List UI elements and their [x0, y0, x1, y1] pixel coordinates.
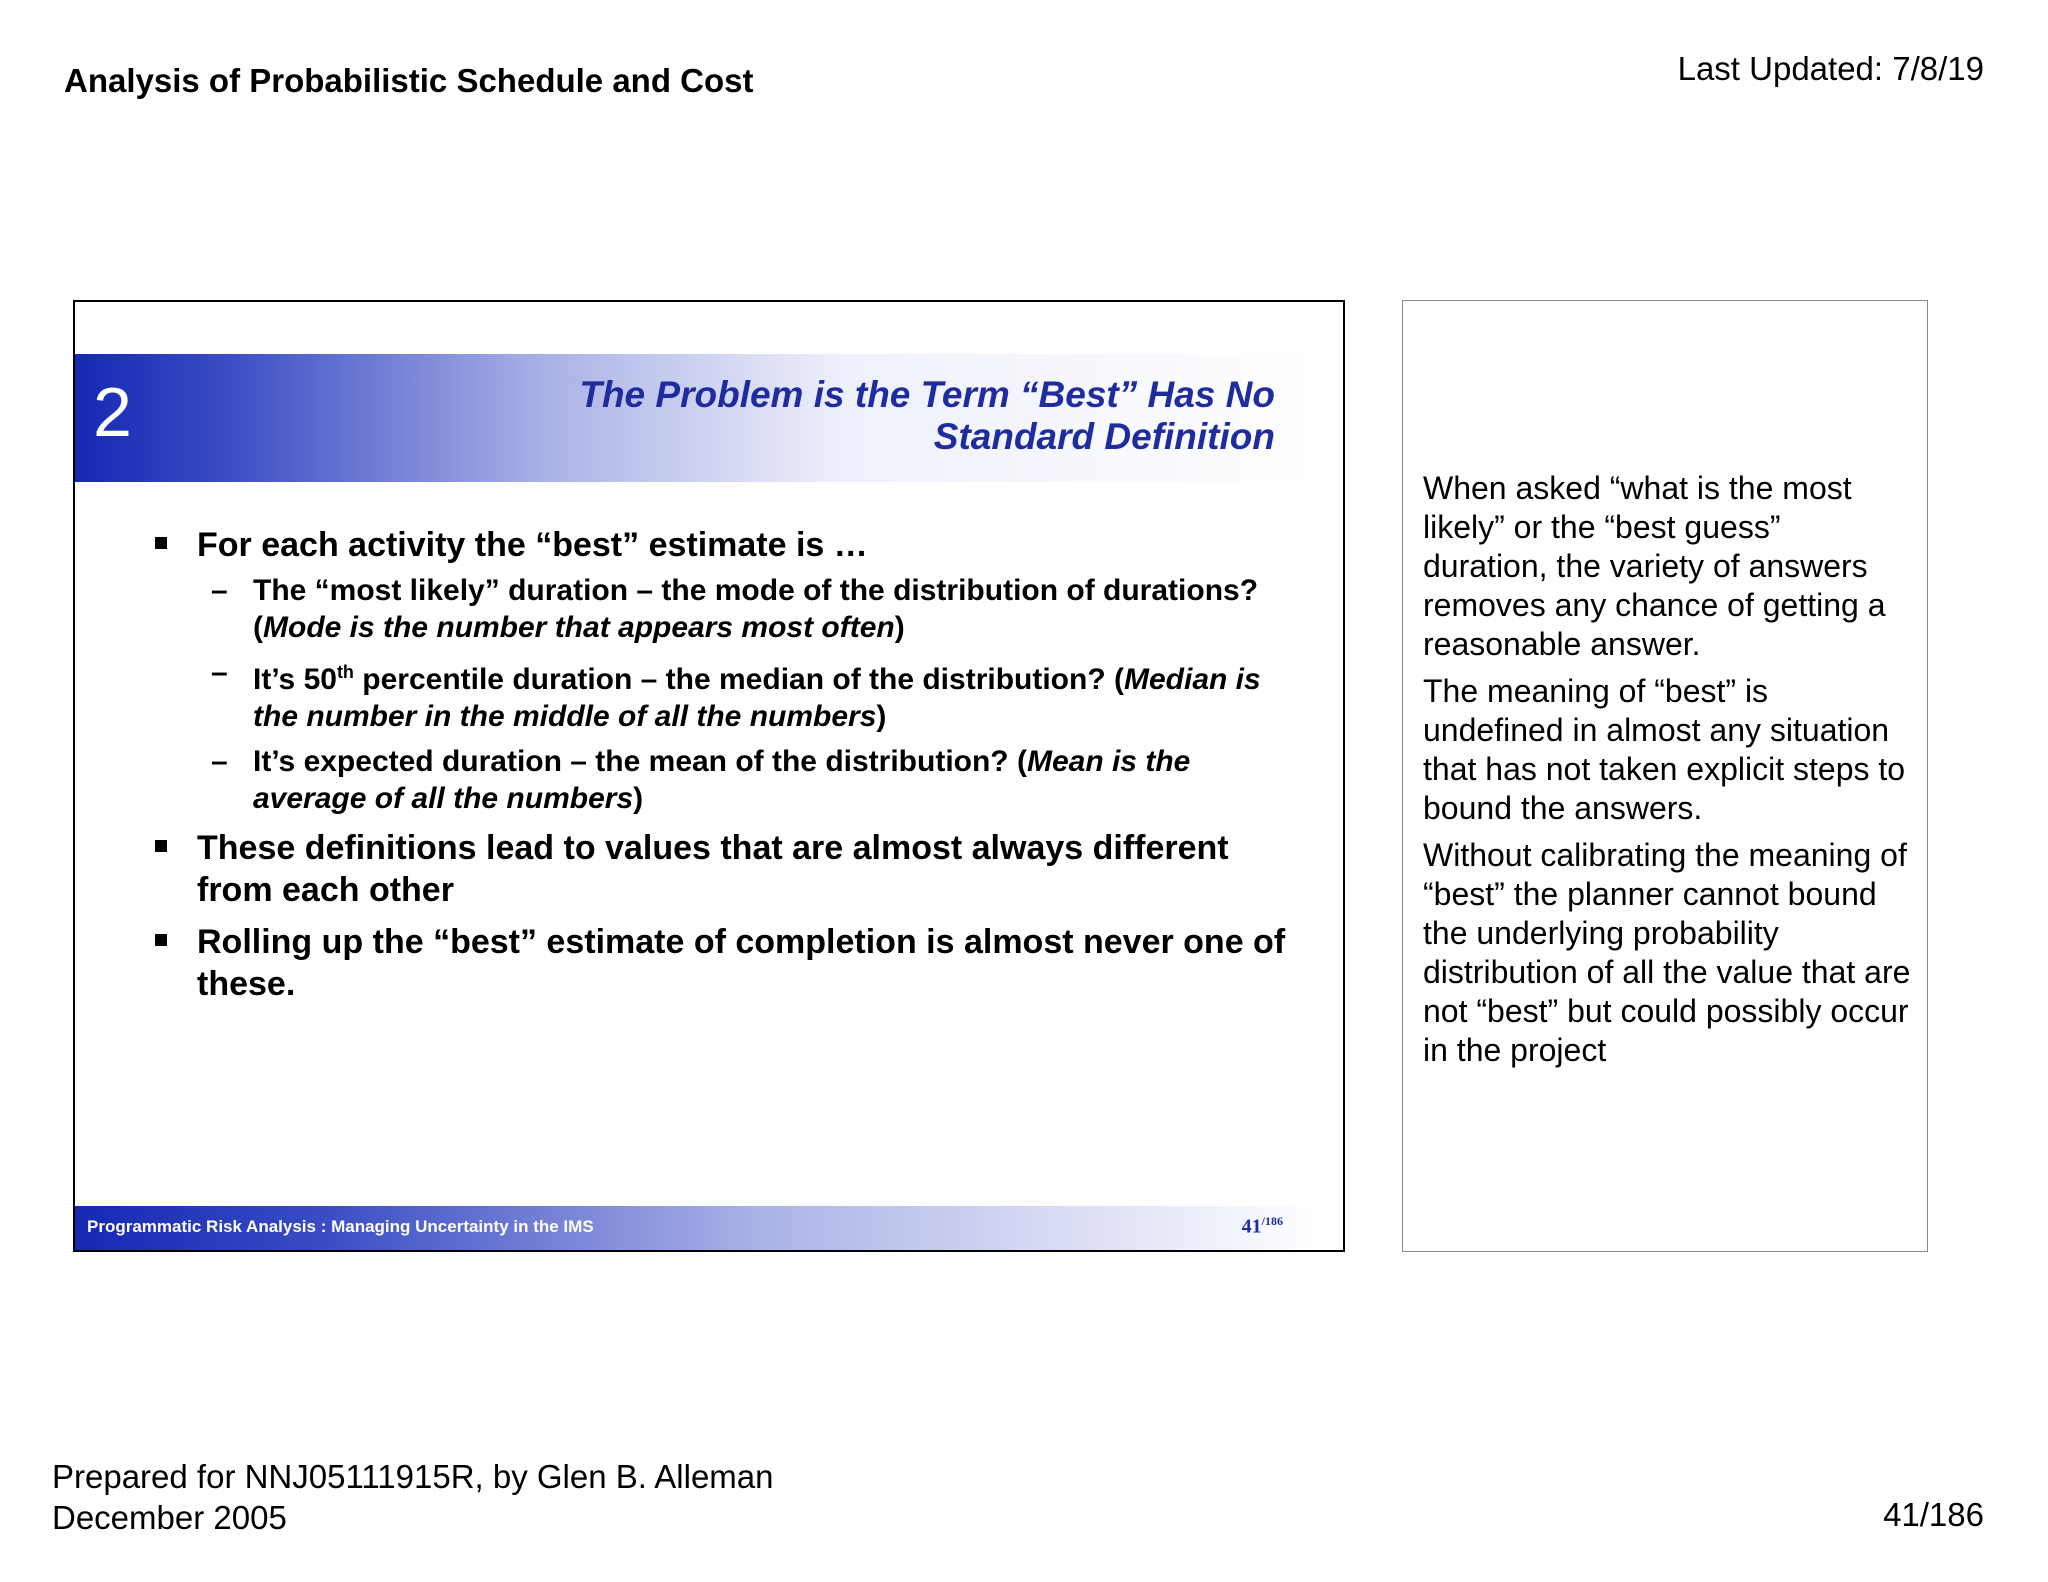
- bullet-text: Rolling up the “best” estimate of completion is almost never one of these.: [197, 923, 1286, 1003]
- bullet-item: [151, 827, 1311, 911]
- sub-bullet-end: ): [894, 611, 905, 644]
- page-number: 41/186: [1883, 1496, 1984, 1533]
- slide-page-total: /186: [1261, 1214, 1283, 1228]
- sub-bullet-text: The “most likely” duration – the mode of the distribution of durations? (: [253, 574, 1259, 644]
- slide-image: [73, 300, 1345, 1252]
- sub-bullet-superscript: th: [336, 662, 354, 682]
- sub-bullet-item: [197, 572, 1311, 646]
- sub-bullet-item: [197, 654, 1311, 735]
- bullet-item: [151, 921, 1311, 1005]
- sub-bullet-italic: Mode is the number that appears most often: [263, 611, 895, 644]
- notes-paragraph: Without calibrating the meaning of “best” the planner cannot bound the underlying probability distribution of all the value that are not “best” but could possibly occur in the project: [1423, 837, 1911, 1068]
- sub-bullet-text: It’s expected duration – the mean of the distribution? (: [253, 745, 1027, 778]
- sub-bullet-italic: Median is the number in the middle of all the numbers: [253, 663, 1261, 733]
- sub-bullet-item: [197, 743, 1311, 817]
- prepared-line-1: Prepared for NNJ05111915R, by Glen B. Alleman: [52, 1458, 774, 1495]
- bullet-text: For each activity the “best” estimate is …: [197, 526, 868, 564]
- sub-bullet-list: [197, 572, 1311, 817]
- sub-bullet-pre: It’s 50: [253, 663, 337, 696]
- slide-title: [579, 374, 1275, 458]
- slide-footer-banner: [75, 1206, 1315, 1250]
- slide-title-line-1: The Problem is the Term “Best” Has No: [579, 374, 1275, 415]
- slide-footer-text: Programmatic Risk Analysis : Managing Uncertainty in the IMS: [87, 1217, 594, 1236]
- sub-bullet-end: ): [876, 700, 887, 733]
- slide-bullet-list: [151, 524, 1311, 1015]
- notes-panel: [1402, 300, 1928, 1252]
- slide-page-current: 41: [1241, 1215, 1262, 1238]
- sub-bullet-end: ): [633, 782, 644, 815]
- slide-footer-page-number: [1242, 1214, 1283, 1239]
- sub-bullet-italic: Mean is the average of all the numbers: [253, 745, 1191, 815]
- bullet-item: [151, 524, 1311, 817]
- notes-paragraph: The meaning of “best” is undefined in almost any situation that has not taken explicit steps to bound the answers.: [1423, 673, 1906, 826]
- prepared-line-2: December 2005: [52, 1499, 287, 1536]
- last-updated-date: Last Updated: 7/8/19: [1677, 50, 1984, 87]
- slide-title-line-2: Standard Definition: [933, 416, 1275, 457]
- notes-paragraph: When asked “what is the most likely” or the “best guess” duration, the variety of answers removes any chance of getting a reasonable answer.: [1423, 470, 1886, 662]
- slide-section-number: 2: [93, 373, 132, 451]
- bullet-text: These definitions lead to values that are almost always different from each other: [197, 829, 1229, 909]
- notes-body: [1423, 469, 1913, 1078]
- sub-bullet-text: percentile duration – the median of the distribution? (: [353, 663, 1124, 696]
- prepared-by: [52, 1456, 774, 1538]
- slide-header-banner: [75, 354, 1315, 482]
- document-title: Analysis of Probabilistic Schedule and Cost: [64, 62, 754, 99]
